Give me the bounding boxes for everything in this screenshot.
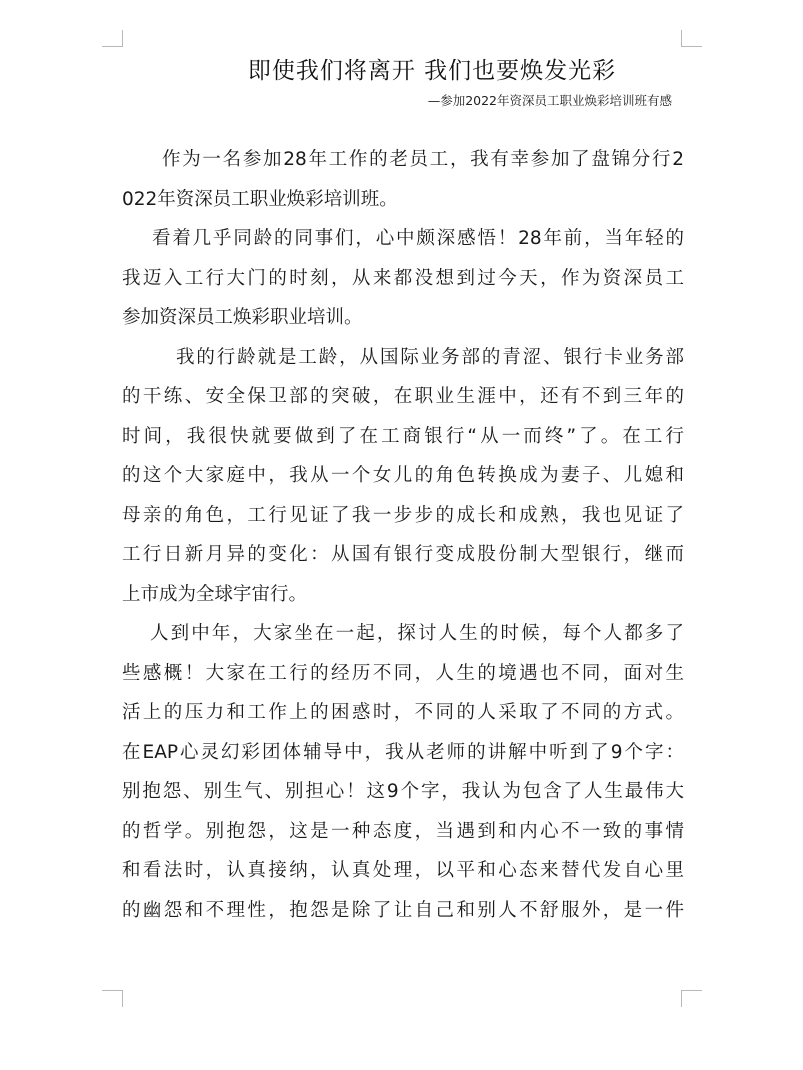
body-line: 看着几乎同龄的同事们，心中颇深感悟！28年前，当年轻的 <box>152 228 684 249</box>
crop-mark-top-left <box>102 30 123 47</box>
body-line: 工行日新月异的变化：从国有银行变成股份制大型银行，继而 <box>122 544 684 565</box>
body-line: 的哲学。别抱怨，这是一种态度，当遇到和内心不一致的事情 <box>122 820 684 842</box>
body-line: 作为一名参加28年工作的老员工，我有幸参加了盘锦分行2 <box>162 149 684 170</box>
body-line: 的幽怨和不理性，抱怨是除了让自己和别人不舒服外，是一件 <box>122 899 684 921</box>
body-line: 时间，我很快就要做到了在工商银行“从一而终”了。在工行 <box>122 425 684 447</box>
body-line: 别抱怨、别生气、别担心！这9个字，我认为包含了人生最伟大 <box>122 781 684 802</box>
crop-mark-bottom-right <box>681 990 702 1007</box>
crop-mark-top-right <box>681 30 702 47</box>
body-line: 和看法时，认真接纳，认真处理，以平和心态来替代发自心里 <box>122 860 684 881</box>
body-line: 我迈入工行大门的时刻，从来都没想到过今天，作为资深员工 <box>122 267 684 289</box>
document-body <box>122 140 684 930</box>
document-subtitle: —参加2022年资深员工职业焕彩培训班有感 <box>427 93 672 108</box>
body-line: 的这个大家庭中，我从一个女儿的角色转换成为妻子、儿媳和 <box>122 465 684 486</box>
body-line: 在EAP心灵幻彩团体辅导中，我从老师的讲解中听到了9个字： <box>122 741 684 763</box>
body-line: 022年资深员工职业焕彩培训班。 <box>122 188 398 210</box>
body-line: 母亲的角色，工行见证了我一步步的成长和成熟，我也见证了 <box>122 504 684 526</box>
document-title: 即使我们将离开 我们也要焕发光彩 <box>247 58 617 84</box>
body-line: 活上的压力和工作上的困惑时，不同的人采取了不同的方式。 <box>122 702 684 723</box>
body-line: 参加资深员工焕彩职业培训。 <box>122 307 363 328</box>
crop-mark-bottom-left <box>102 990 123 1007</box>
body-line: 我的行龄就是工龄，从国际业务部的青涩、银行卡业务部 <box>176 346 684 368</box>
body-line: 的干练、安全保卫部的突破，在职业生涯中，还有不到三年的 <box>122 386 684 407</box>
body-line: 些感概！大家在工行的经历不同，人生的境遇也不同，面对生 <box>122 662 684 684</box>
body-line: 上市成为全球宇宙行。 <box>122 583 308 605</box>
body-line: 人到中年，大家坐在一起，探讨人生的时候，每个人都多了 <box>150 623 684 644</box>
